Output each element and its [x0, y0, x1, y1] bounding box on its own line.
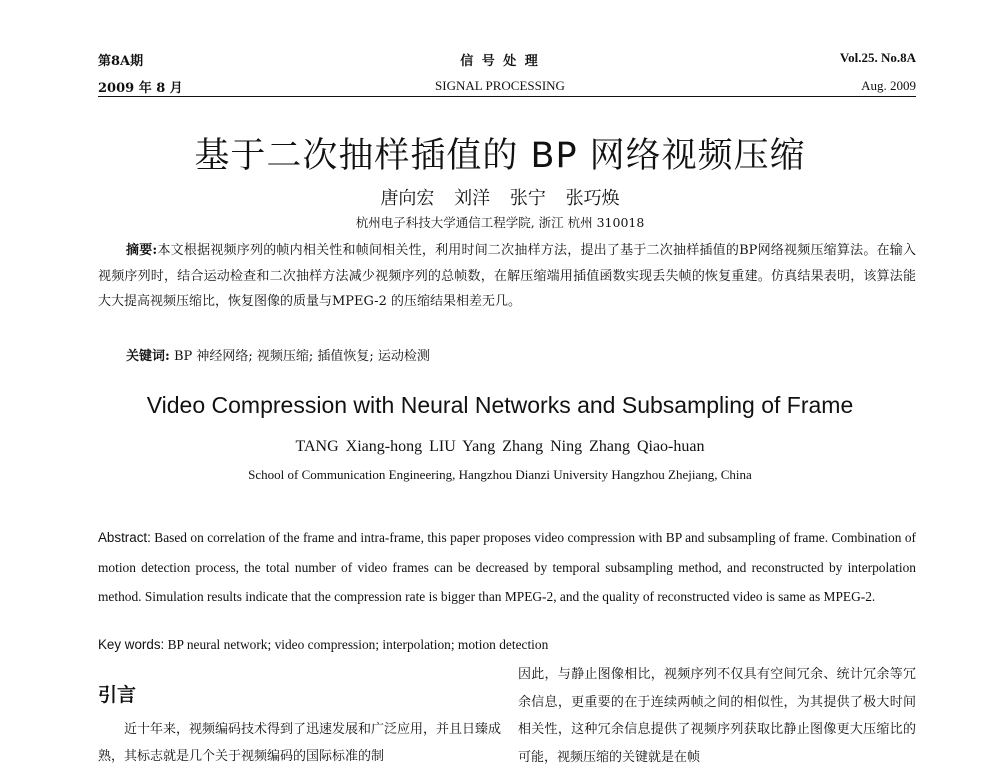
header-rule: [98, 96, 916, 97]
abstract-cn: [98, 238, 916, 315]
keywords-cn-label: 关键词:: [126, 349, 170, 364]
header-date-en: Aug. 2009: [861, 78, 916, 93]
authors-en: TANG Xiang-hong LIU Yang Zhang Ning Zhang Qiao-huan: [295, 438, 705, 455]
affiliation-cn: 杭州电子科技大学通信工程学院, 浙江 杭州 310018: [355, 215, 645, 230]
section-title-introduction: 引言: [98, 684, 137, 706]
authors-cn: 唐向宏 刘洋 张宁 张巧焕: [380, 188, 620, 209]
keywords-cn-text: BP 神经网络; 视频压缩; 插值恢复; 运动检测: [173, 349, 430, 364]
abstract-cn-label: 摘要:: [126, 243, 158, 258]
body-column-right: 因此，与静止图像相比，视频序列不仅具有空间冗余、统计冗余等冗余信息，更重要的在于连续两帧之间的相似性，为其提供了极大时间相关性，这种冗余信息提供了视频序列获取比静止图像更大压缩比的可能，视频压缩的关键就是在帧: [518, 667, 916, 765]
header-journal-en: SIGNAL PROCESSING: [435, 78, 565, 93]
header-volume: Vol.25. No.8A: [839, 50, 916, 65]
page-title-cn: 基于二次抽样插值的 BP 网络视频压缩: [194, 136, 806, 176]
keywords-en: [98, 637, 548, 653]
abstract-en-text: Based on correlation of the frame and intra-frame, this paper proposes video compression with BP and subsampling of frame. Combination of motion detection process, the total number of video frames can be decreased by temporal subsampling method, and reconstructed by interpolation method. Simulation results indicate that the compression rate is bigger than MPEG-2, and the quality of reconstructed video is same as MPEG-2.: [98, 530, 916, 604]
body-column-left: 近十年来，视频编码技术得到了迅速发展和广泛应用，并且日臻成熟，其标志就是几个关于视频编码的国际标准的制: [98, 722, 502, 764]
header-date-cn: 2009 年 8 月: [98, 81, 183, 96]
header-journal-cn: 信 号 处 理: [460, 54, 540, 69]
affiliation-en: School of Communication Engineering, Hangzhou Dianzi University Hangzhou Zhejiang, China: [248, 467, 752, 482]
abstract-en-label: Abstract:: [98, 530, 151, 545]
abstract-en: [98, 523, 916, 612]
abstract-cn-text: 本文根据视频序列的帧内相关性和帧间相关性，利用时间二次抽样方法，提出了基于二次抽样插值的BP网络视频压缩算法。在输入视频序列时，结合运动检查和二次抽样方法减少视频序列的总帧数，在解压缩端用插值函数实现丢失帧的恢复重建。仿真结果表明，该算法能大大提高视频压缩比，恢复图像的质量与MPEG-2 的压缩结果相差无几。: [98, 243, 916, 309]
keywords-cn: [126, 345, 430, 364]
keywords-en-label: Key words:: [98, 637, 165, 652]
keywords-en-text: BP neural network; video compression; interpolation; motion detection: [167, 637, 549, 652]
header-issue: 第8A期: [98, 54, 144, 69]
page-title-en: Video Compression with Neural Networks and Subsampling of Frame: [146, 392, 854, 418]
